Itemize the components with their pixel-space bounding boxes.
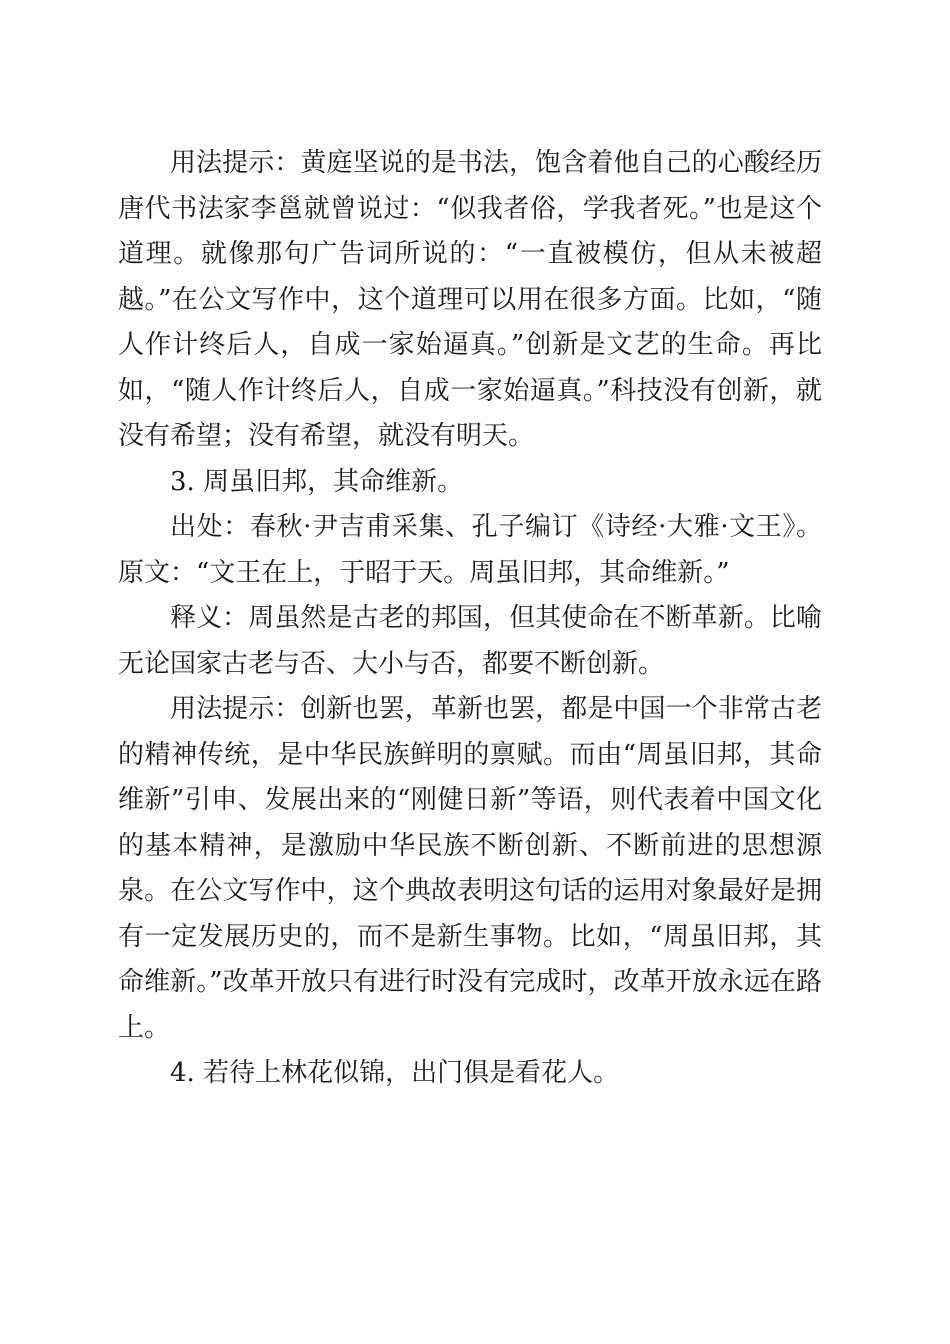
heading-item-3: 3. 周虽旧邦，其命维新。 bbox=[170, 466, 464, 497]
paragraph-usage-tip-innovation: 用法提示：创新也罢，革新也罢，都是中国一个非常古老的精神传统，是中华民族鲜明的禀赋。而由“周虽旧邦，其命维新”引申、发展出来的“刚健日新”等语，则代表着中国文化的基本精神，是激励中华民族不断创新、不断前进的思想源泉。在公文写作中，这个典故表明这句话的运用对象最好是拥有一定发展历史的，而不是新生事物。比如，“周虽旧邦，其命维新。”改革开放只有进行时没有完成时，改革开放永远在路上。 bbox=[118, 694, 822, 1043]
paragraph-usage-tip-calligraphy: 用法提示：黄庭坚说的是书法，饱含着他自己的心酸经历唐代书法家李邕就曾说过：“似我者俗，学我者死。”也是这个道理。就像那句广告词所说的：“一直被模仿，但从未被超越。”在公文写作中，这个道理可以用在很多方面。比如，“随人作计终后人，自成一家始逼真。”创新是文艺的生命。再比如，“随人作计终后人，自成一家始逼真。”科技没有创新，就没有希望；没有希望，就没有明天。 bbox=[118, 148, 822, 451]
document-body bbox=[118, 141, 822, 1097]
heading-item-4: 4. 若待上林花似锦，出门俱是看花人。 bbox=[170, 1058, 620, 1088]
paragraph-explanation: 释义：周虽然是古老的邦国，但其使命在不断革新。比喻无论国家古老与否、大小与否，都要不断创新。 bbox=[118, 603, 822, 679]
paragraph-source: 出处：春秋·尹吉甫采集、孔子编订《诗经·大雅·文王》。原文：“文王在上，于昭于天。周虽旧邦，其命维新。” bbox=[118, 512, 822, 588]
